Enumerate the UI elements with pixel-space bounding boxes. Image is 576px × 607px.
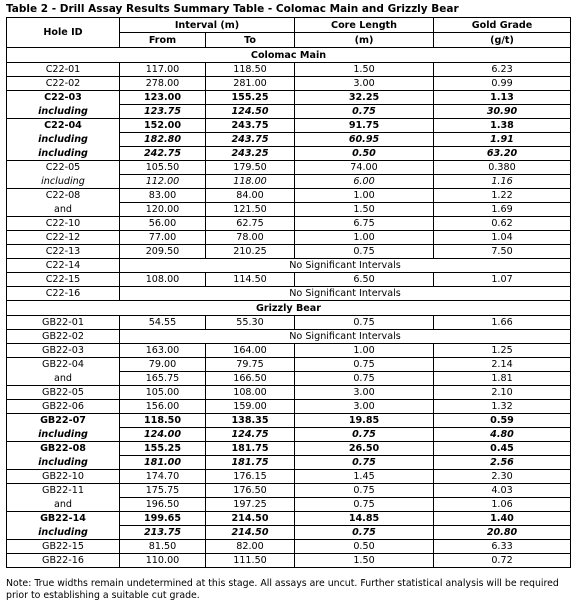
cell-to: 179.50	[206, 161, 295, 175]
cell-to: 111.50	[206, 554, 295, 568]
cell-from: 242.75	[120, 147, 206, 161]
cell-to: 214.50	[206, 512, 295, 526]
cell-hole-id: C22-08	[7, 189, 120, 203]
table-row	[7, 484, 571, 498]
cell-to: 79.75	[206, 358, 295, 372]
cell-gold-grade: 1.81	[434, 372, 571, 386]
cell-from: 213.75	[120, 526, 206, 540]
cell-hole-id: including	[7, 133, 120, 147]
table-row	[7, 442, 571, 456]
cell-hole-id: including	[7, 147, 120, 161]
cell-gold-grade: 2.14	[434, 358, 571, 372]
cell-core-length: 0.75	[295, 456, 434, 470]
cell-to: 138.35	[206, 414, 295, 428]
header-hole-id: Hole ID	[7, 18, 120, 48]
cell-to: 243.75	[206, 119, 295, 133]
cell-to: 197.25	[206, 498, 295, 512]
cell-hole-id: GB22-14	[7, 512, 120, 526]
cell-hole-id: C22-14	[7, 259, 120, 273]
cell-hole-id: including	[7, 456, 120, 470]
cell-hole-id: and	[7, 203, 120, 217]
cell-gold-grade: 1.38	[434, 119, 571, 133]
cell-from: 120.00	[120, 203, 206, 217]
cell-to: 78.00	[206, 231, 295, 245]
cell-core-length: 6.00	[295, 175, 434, 189]
cell-from: 123.00	[120, 91, 206, 105]
cell-hole-id: GB22-11	[7, 484, 120, 498]
table-row	[7, 231, 571, 245]
cell-from: 123.75	[120, 105, 206, 119]
cell-to: 281.00	[206, 77, 295, 91]
cell-gold-grade: 1.16	[434, 175, 571, 189]
cell-hole-id: C22-02	[7, 77, 120, 91]
table-row	[7, 203, 571, 217]
cell-gold-grade: 1.06	[434, 498, 571, 512]
table-row	[7, 189, 571, 203]
cell-to: 55.30	[206, 316, 295, 330]
table-row	[7, 372, 571, 386]
cell-gold-grade: 1.32	[434, 400, 571, 414]
table-row	[7, 175, 571, 189]
cell-core-length: 1.50	[295, 554, 434, 568]
cell-from: 165.75	[120, 372, 206, 386]
header-gold-grade-unit: (g/t)	[434, 33, 571, 48]
table-row	[7, 316, 571, 330]
cell-gold-grade: 1.69	[434, 203, 571, 217]
cell-gold-grade: 1.22	[434, 189, 571, 203]
assay-results-table	[6, 17, 571, 568]
cell-hole-id: C22-01	[7, 63, 120, 77]
cell-from: 81.50	[120, 540, 206, 554]
cell-hole-id: C22-16	[7, 287, 120, 301]
cell-gold-grade: 4.03	[434, 484, 571, 498]
header-gold-grade: Gold Grade	[434, 18, 571, 33]
cell-gold-grade: 0.62	[434, 217, 571, 231]
table-row	[7, 273, 571, 287]
cell-hole-id: GB22-06	[7, 400, 120, 414]
table-row	[7, 512, 571, 526]
header-core-length-unit: (m)	[295, 33, 434, 48]
cell-gold-grade: 1.13	[434, 91, 571, 105]
cell-gold-grade: 20.80	[434, 526, 571, 540]
cell-core-length: 0.75	[295, 358, 434, 372]
cell-gold-grade: 0.99	[434, 77, 571, 91]
cell-hole-id: GB22-16	[7, 554, 120, 568]
table-row	[7, 554, 571, 568]
cell-core-length: 1.45	[295, 470, 434, 484]
cell-gold-grade: 1.40	[434, 512, 571, 526]
cell-no-significant-intervals: No Significant Intervals	[120, 287, 571, 301]
table-row	[7, 330, 571, 344]
cell-from: 209.50	[120, 245, 206, 259]
cell-to: 82.00	[206, 540, 295, 554]
cell-core-length: 0.75	[295, 498, 434, 512]
cell-hole-id: and	[7, 498, 120, 512]
cell-gold-grade: 1.25	[434, 344, 571, 358]
cell-to: 176.50	[206, 484, 295, 498]
cell-hole-id: C22-04	[7, 119, 120, 133]
cell-no-significant-intervals: No Significant Intervals	[120, 330, 571, 344]
cell-from: 56.00	[120, 217, 206, 231]
cell-to: 84.00	[206, 189, 295, 203]
cell-hole-id: GB22-10	[7, 470, 120, 484]
cell-from: 112.00	[120, 175, 206, 189]
cell-from: 155.25	[120, 442, 206, 456]
cell-core-length: 0.75	[295, 526, 434, 540]
cell-to: 108.00	[206, 386, 295, 400]
cell-to: 121.50	[206, 203, 295, 217]
cell-hole-id: including	[7, 526, 120, 540]
table-row	[7, 217, 571, 231]
cell-hole-id: GB22-02	[7, 330, 120, 344]
cell-from: 105.00	[120, 386, 206, 400]
table-row	[7, 147, 571, 161]
cell-to: 124.50	[206, 105, 295, 119]
cell-core-length: 0.50	[295, 540, 434, 554]
cell-hole-id: GB22-05	[7, 386, 120, 400]
cell-core-length: 3.00	[295, 400, 434, 414]
cell-hole-id: including	[7, 428, 120, 442]
cell-to: 176.15	[206, 470, 295, 484]
table-row	[7, 414, 571, 428]
cell-from: 110.00	[120, 554, 206, 568]
cell-hole-id: C22-05	[7, 161, 120, 175]
table-row	[7, 400, 571, 414]
cell-core-length: 1.50	[295, 63, 434, 77]
cell-to: 114.50	[206, 273, 295, 287]
cell-hole-id: and	[7, 372, 120, 386]
cell-gold-grade: 1.66	[434, 316, 571, 330]
cell-hole-id: C22-03	[7, 91, 120, 105]
cell-core-length: 74.00	[295, 161, 434, 175]
cell-core-length: 1.00	[295, 231, 434, 245]
cell-from: 152.00	[120, 119, 206, 133]
cell-to: 181.75	[206, 456, 295, 470]
cell-core-length: 26.50	[295, 442, 434, 456]
table-row	[7, 245, 571, 259]
cell-core-length: 1.00	[295, 344, 434, 358]
cell-hole-id: GB22-07	[7, 414, 120, 428]
cell-core-length: 1.50	[295, 203, 434, 217]
cell-gold-grade: 6.23	[434, 63, 571, 77]
cell-to: 214.50	[206, 526, 295, 540]
table-row	[7, 470, 571, 484]
cell-core-length: 0.75	[295, 245, 434, 259]
cell-from: 105.50	[120, 161, 206, 175]
cell-to: 181.75	[206, 442, 295, 456]
table-title: Table 2 - Drill Assay Results Summary Table - Colomac Main and Grizzly Bear	[6, 3, 459, 15]
cell-from: 79.00	[120, 358, 206, 372]
section-row	[7, 48, 571, 63]
cell-core-length: 0.75	[295, 316, 434, 330]
table-row	[7, 456, 571, 470]
cell-hole-id: GB22-03	[7, 344, 120, 358]
cell-core-length: 1.00	[295, 189, 434, 203]
table-row	[7, 63, 571, 77]
cell-to: 118.00	[206, 175, 295, 189]
cell-hole-id: GB22-04	[7, 358, 120, 372]
cell-gold-grade: 2.10	[434, 386, 571, 400]
cell-from: 54.55	[120, 316, 206, 330]
cell-to: 124.75	[206, 428, 295, 442]
cell-from: 77.00	[120, 231, 206, 245]
cell-gold-grade: 7.50	[434, 245, 571, 259]
cell-gold-grade: 0.380	[434, 161, 571, 175]
table-row	[7, 119, 571, 133]
cell-hole-id: C22-15	[7, 273, 120, 287]
cell-gold-grade: 0.59	[434, 414, 571, 428]
cell-core-length: 14.85	[295, 512, 434, 526]
cell-core-length: 32.25	[295, 91, 434, 105]
table-row	[7, 91, 571, 105]
section-row	[7, 301, 571, 316]
table-row	[7, 161, 571, 175]
cell-to: 155.25	[206, 91, 295, 105]
cell-to: 210.25	[206, 245, 295, 259]
header-interval: Interval (m)	[120, 18, 295, 33]
cell-gold-grade: 1.91	[434, 133, 571, 147]
table-row	[7, 358, 571, 372]
section-title: Grizzly Bear	[7, 301, 571, 316]
cell-gold-grade: 0.72	[434, 554, 571, 568]
cell-to: 118.50	[206, 63, 295, 77]
cell-gold-grade: 2.56	[434, 456, 571, 470]
cell-to: 243.25	[206, 147, 295, 161]
table-row	[7, 105, 571, 119]
cell-to: 166.50	[206, 372, 295, 386]
cell-from: 117.00	[120, 63, 206, 77]
cell-gold-grade: 1.07	[434, 273, 571, 287]
table-body	[7, 48, 571, 568]
cell-from: 124.00	[120, 428, 206, 442]
cell-from: 182.80	[120, 133, 206, 147]
cell-core-length: 0.75	[295, 105, 434, 119]
table-row	[7, 386, 571, 400]
cell-gold-grade: 63.20	[434, 147, 571, 161]
cell-to: 164.00	[206, 344, 295, 358]
cell-from: 196.50	[120, 498, 206, 512]
table-row	[7, 259, 571, 273]
cell-gold-grade: 4.80	[434, 428, 571, 442]
table-row	[7, 77, 571, 91]
cell-core-length: 0.50	[295, 147, 434, 161]
cell-from: 118.50	[120, 414, 206, 428]
cell-from: 174.70	[120, 470, 206, 484]
cell-core-length: 0.75	[295, 484, 434, 498]
cell-core-length: 3.00	[295, 77, 434, 91]
cell-hole-id: GB22-01	[7, 316, 120, 330]
cell-to: 62.75	[206, 217, 295, 231]
cell-core-length: 0.75	[295, 372, 434, 386]
cell-from: 83.00	[120, 189, 206, 203]
cell-to: 159.00	[206, 400, 295, 414]
cell-core-length: 3.00	[295, 386, 434, 400]
table-row	[7, 428, 571, 442]
cell-from: 175.75	[120, 484, 206, 498]
header-from: From	[120, 33, 206, 48]
cell-gold-grade: 2.30	[434, 470, 571, 484]
cell-from: 108.00	[120, 273, 206, 287]
cell-from: 163.00	[120, 344, 206, 358]
cell-hole-id: GB22-15	[7, 540, 120, 554]
cell-core-length: 60.95	[295, 133, 434, 147]
cell-core-length: 19.85	[295, 414, 434, 428]
cell-hole-id: GB22-08	[7, 442, 120, 456]
cell-gold-grade: 6.33	[434, 540, 571, 554]
cell-hole-id: C22-13	[7, 245, 120, 259]
cell-no-significant-intervals: No Significant Intervals	[120, 259, 571, 273]
section-title: Colomac Main	[7, 48, 571, 63]
table-row	[7, 498, 571, 512]
table-row	[7, 133, 571, 147]
table-row	[7, 526, 571, 540]
cell-core-length: 6.50	[295, 273, 434, 287]
table-row	[7, 287, 571, 301]
cell-core-length: 0.75	[295, 428, 434, 442]
cell-from: 181.00	[120, 456, 206, 470]
cell-to: 243.75	[206, 133, 295, 147]
cell-gold-grade: 30.90	[434, 105, 571, 119]
cell-hole-id: including	[7, 175, 120, 189]
cell-core-length: 91.75	[295, 119, 434, 133]
cell-gold-grade: 1.04	[434, 231, 571, 245]
header-to: To	[206, 33, 295, 48]
cell-hole-id: C22-10	[7, 217, 120, 231]
cell-hole-id: including	[7, 105, 120, 119]
cell-from: 156.00	[120, 400, 206, 414]
cell-gold-grade: 0.45	[434, 442, 571, 456]
table-row	[7, 344, 571, 358]
table-row	[7, 540, 571, 554]
table-note: Note: True widths remain undetermined at this stage. All assays are uncut. Further statistical analysis will be required prior to establishing a suitable cut grade.	[6, 578, 559, 601]
cell-from: 199.65	[120, 512, 206, 526]
header-core-length: Core Length	[295, 18, 434, 33]
cell-core-length: 6.75	[295, 217, 434, 231]
cell-from: 278.00	[120, 77, 206, 91]
cell-hole-id: C22-12	[7, 231, 120, 245]
